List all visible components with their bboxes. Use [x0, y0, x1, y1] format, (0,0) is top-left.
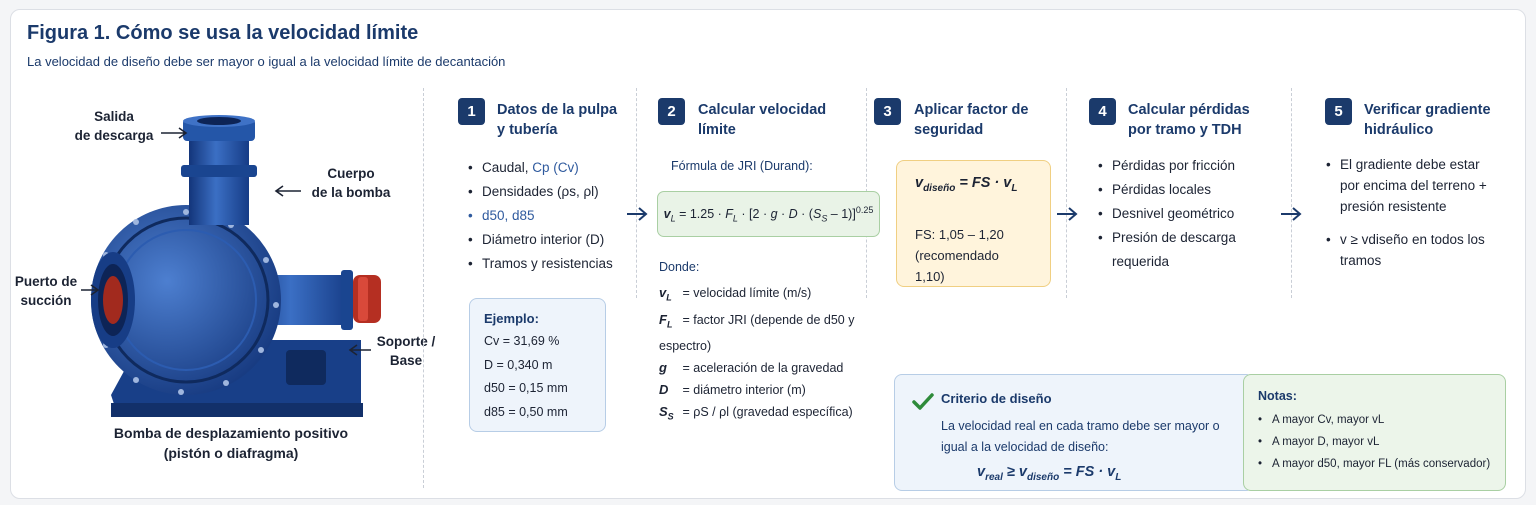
step-5-title: Verificar gradiente hidráulico: [1364, 102, 1491, 138]
arrow-left-icon: [271, 185, 301, 197]
step-3-number: 3: [874, 98, 901, 125]
figure-subtitle: La velocidad de diseño debe ser mayor o igual a la velocidad límite de decantación: [27, 54, 506, 69]
step-5-bullets: [1326, 154, 1496, 271]
criteria-formula: $v_{real} \ge v_{diseño}$ = FS · $v_L$: [977, 464, 1122, 483]
step-5-number: 5: [1325, 98, 1352, 125]
example-line: d85 = 0,50 mm: [484, 404, 568, 419]
design-criteria-box: [894, 374, 1254, 491]
list-item: • Diámetro interior (D): [468, 228, 638, 252]
list-item: • Pérdidas locales: [1098, 178, 1263, 202]
arrow-left-icon: [345, 344, 371, 356]
callout-body: Cuerpo de la bomba: [311, 166, 391, 200]
definition-d: D = diámetro interior (m): [659, 382, 806, 398]
safety-factor-box: [896, 160, 1051, 287]
variable-definitions: [659, 282, 874, 428]
fs-range: FS: 1,05 – 1,20: [915, 226, 1004, 242]
figure-title: Figura 1. Cómo se usa la velocidad límite: [27, 22, 419, 44]
list-item: • A mayor Cv, mayor vL: [1258, 409, 1491, 431]
step-4-number: 4: [1089, 98, 1116, 125]
list-item: • Pérdidas por fricción: [1098, 154, 1263, 178]
example-title: Ejemplo:: [484, 311, 539, 326]
arrow-right-icon: [81, 284, 103, 296]
list-item: • Presión de descarga requerida: [1098, 226, 1263, 274]
design-velocity-formula: $v_{diseño}$ = FS · $v_L$: [915, 175, 1018, 194]
arrow-right-icon: [161, 127, 191, 139]
example-line: Cv = 31,69 %: [484, 334, 560, 348]
divider: [1291, 88, 1292, 298]
divider: [1066, 88, 1067, 298]
list-item: • El gradiente debe estar por encima del terreno + presión resistente: [1326, 154, 1496, 217]
list-item: • Desnivel geométrico: [1098, 202, 1263, 226]
definition-fl: $F_L$ = factor JRI (depende de d50 y espectro): [659, 311, 855, 354]
arrow-right-icon: [627, 207, 651, 221]
pump-caption: Bomba de desplazamiento positivo (pistón o diafragma): [113, 425, 349, 461]
notes-title: Notas:: [1258, 389, 1297, 403]
step-3-title: Aplicar factor de seguridad: [914, 102, 1029, 138]
step-4-bullets: [1098, 154, 1263, 274]
list-item: • A mayor d50, mayor FL (más conservador): [1258, 453, 1491, 475]
fs-recommended: (recomendado 1,10): [915, 247, 999, 284]
criteria-title: Criterio de diseño: [941, 391, 1052, 406]
divider: [423, 88, 424, 488]
figure-frame: [10, 9, 1526, 499]
jri-formula-box: [657, 191, 880, 237]
definition-ss: $S_S = \rho S / \rho l$ (gravedad específica): [659, 404, 853, 422]
pump-illustration: [71, 105, 391, 425]
list-item: • v ≥ vdiseño en todos los tramos: [1326, 229, 1496, 271]
callout-base: Soporte / Base: [376, 334, 436, 368]
step-1-title: Datos de la pulpa y tubería: [497, 102, 618, 138]
list-item: • A mayor D, mayor vL: [1258, 431, 1491, 453]
step-1-number: 1: [458, 98, 485, 125]
arrow-right-icon: [1281, 207, 1305, 221]
definition-vl: $v_L$ = velocidad límite (m/s): [659, 285, 812, 303]
callout-outlet: Salida de descarga: [74, 109, 154, 143]
step-1-bullets: [468, 156, 638, 276]
jri-formula: $v_L = 1.25 \cdot F_L \cdot [2 \cdot g \cdot D \cdot (S_S - 1)]^{0.25}$: [663, 204, 874, 224]
list-item: • d50, d85: [468, 204, 638, 228]
step-2-number: 2: [658, 98, 685, 125]
notes-box: [1243, 374, 1506, 491]
list-item: • Densidades (ρs, ρl): [468, 180, 638, 204]
step-4-title: Calcular pérdidas por tramo y TDH: [1128, 102, 1250, 138]
criteria-text: La velocidad real en cada tramo debe ser mayor o igual a la velocidad de diseño:: [941, 419, 1220, 454]
step-2-title: Calcular velocidad límite: [698, 102, 827, 138]
formula-label: Fórmula de JRI (Durand):: [671, 159, 813, 173]
callout-suction: Puerto de succión: [14, 274, 78, 308]
list-item: • Tramos y resistencias: [468, 252, 638, 276]
definition-g: g = aceleración de la gravedad: [659, 360, 844, 376]
example-box: [469, 298, 606, 432]
example-line: d50 = 0,15 mm: [484, 381, 568, 395]
arrow-right-icon: [1057, 207, 1081, 221]
where-label: Donde:: [659, 260, 700, 274]
example-line: D = 0,340 m: [484, 357, 553, 372]
list-item: • Caudal, Cp (Cv): [468, 156, 638, 180]
check-icon: [912, 393, 934, 411]
